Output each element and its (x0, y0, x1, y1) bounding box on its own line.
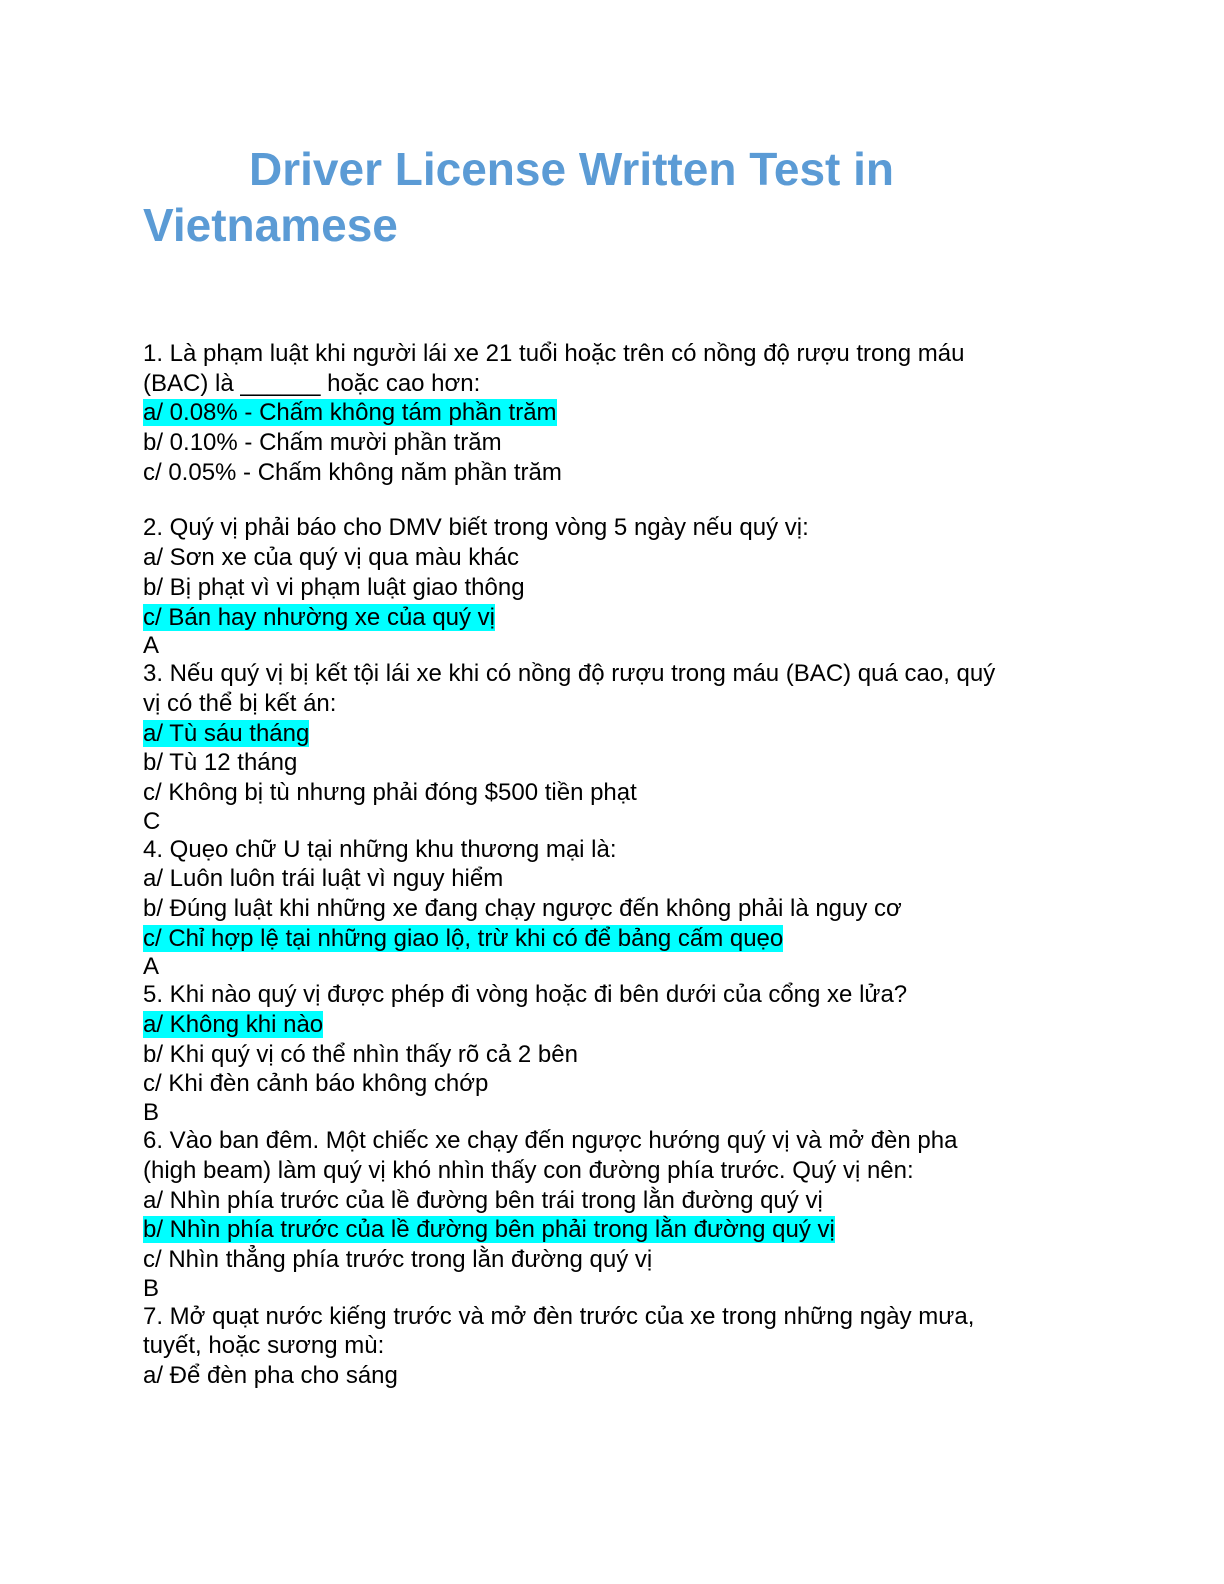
option-a-highlighted: a/ 0.08% - Chấm không tám phần trăm (143, 399, 557, 427)
question-text-cont: (BAC) là ______ hoặc cao hơn: (143, 369, 481, 397)
answer-letter: B (143, 1274, 160, 1302)
option-c: c/ 0.05% - Chấm không năm phần trăm (143, 458, 562, 486)
question-text-cont: tuyết, hoặc sương mù: (143, 1332, 385, 1360)
question-6 (143, 1126, 1103, 1301)
option-b: b/ Đúng luật khi những xe đang chạy ngược đến không phải là nguy cơ (143, 895, 902, 922)
answer-letter: C (143, 807, 161, 835)
option-a-highlighted: a/ Không khi nào (143, 1011, 324, 1039)
option-a-highlighted: a/ Tù sáu tháng (143, 719, 310, 747)
title-line-1: Driver License Written Test in (249, 143, 895, 195)
option-b: b/ Tù 12 tháng (143, 749, 298, 777)
question-text: 5. Khi nào quý vị được phép đi vòng hoặc đi bên dưới của cổng xe lửa? (143, 981, 908, 1009)
answer-letter: A (143, 953, 160, 981)
option-c-highlighted: c/ Bán hay nhường xe của quý vị (143, 603, 496, 631)
document-title (143, 141, 1043, 253)
option-c: c/ Khi đèn cảnh báo không chớp (143, 1070, 489, 1098)
option-a: a/ Nhìn phía trước của lề đường bên trái trong lằn đường quý vị (143, 1186, 823, 1214)
question-text: 4. Quẹo chữ U tại những khu thương mại là: (143, 835, 617, 863)
question-list (143, 339, 1103, 1391)
option-c: c/ Nhìn thẳng phía trước trong lằn đường quý vị (143, 1245, 653, 1273)
question-text: 7. Mở quạt nước kiếng trước và mở đèn trước của xe trong những ngày mưa, (143, 1302, 975, 1330)
option-a: a/ Sơn xe của quý vị qua màu khác (143, 544, 519, 572)
answer-letter: A (143, 632, 160, 660)
question-text-cont: (high beam) làm quý vị khó nhìn thấy con đường phía trước. Quý vị nên: (143, 1156, 914, 1184)
title-line-2: Vietnamese (143, 199, 398, 251)
option-a: a/ Để đèn pha cho sáng (143, 1361, 398, 1389)
question-text: 3. Nếu quý vị bị kết tội lái xe khi có nồng độ rượu trong máu (BAC) quá cao, quý (143, 660, 996, 688)
option-a: a/ Luôn luôn trái luật vì nguy hiểm (143, 865, 504, 893)
question-text: 6. Vào ban đêm. Một chiếc xe chạy đến ngược hướng quý vị và mở đèn pha (143, 1127, 958, 1155)
option-b: b/ Bị phạt vì vi phạm luật giao thông (143, 573, 525, 601)
question-2 (143, 513, 1103, 659)
question-5 (143, 980, 1103, 1126)
question-4 (143, 835, 1103, 981)
question-7 (143, 1302, 1103, 1391)
question-1 (143, 339, 1103, 487)
option-b: b/ 0.10% - Chấm mười phần trăm (143, 429, 502, 457)
question-text: 1. Là phạm luật khi người lái xe 21 tuổi hoặc trên có nồng độ rượu trong máu (143, 340, 965, 367)
answer-letter: B (143, 1099, 160, 1127)
question-text: 2. Quý vị phải báo cho DMV biết trong vòng 5 ngày nếu quý vị: (143, 514, 809, 542)
option-b-highlighted: b/ Nhìn phía trước của lề đường bên phải trong lằn đường quý vị (143, 1216, 835, 1244)
option-c-highlighted: c/ Chỉ hợp lệ tại những giao lộ, trừ khi có để bảng cấm quẹo (143, 924, 784, 952)
question-3 (143, 659, 1103, 834)
option-c: c/ Không bị tù nhưng phải đóng $500 tiền phạt (143, 778, 637, 806)
question-text-cont: vị có thể bị kết án: (143, 689, 337, 717)
option-b: b/ Khi quý vị có thể nhìn thấy rõ cả 2 bên (143, 1040, 578, 1068)
